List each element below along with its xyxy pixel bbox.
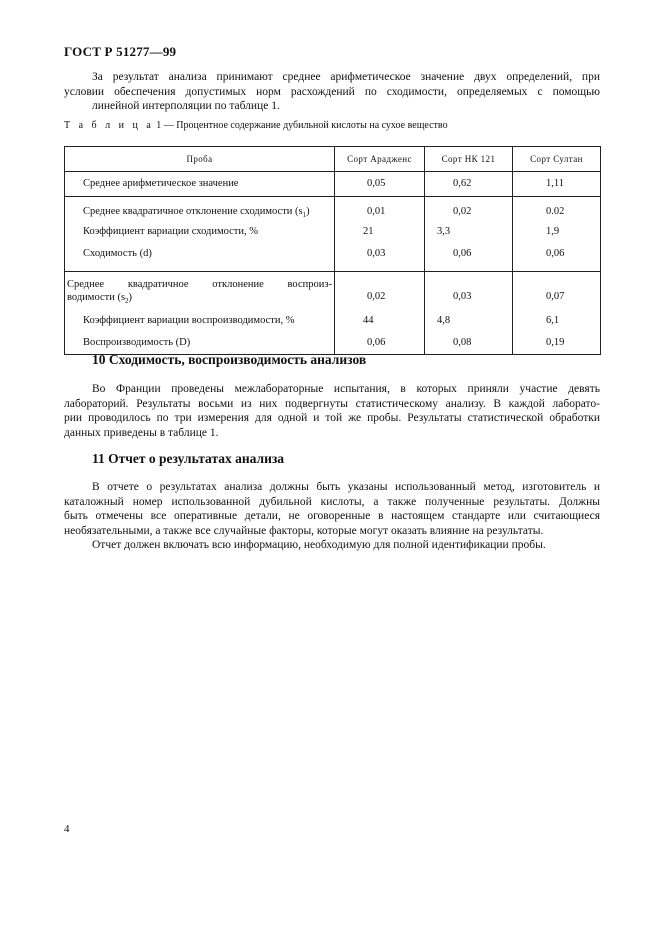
section-11-heading: 11 Отчет о результатах анализа xyxy=(92,451,285,466)
paragraph-line: необязательными, а также все случайные факторы, которые могут оказать влияние на результаты. xyxy=(64,524,544,537)
paragraph-line: быть отмечены все оперативные детали, не оговоренные в настоящем стандарте или считающиеся xyxy=(64,510,600,523)
cell-value: 0,01 xyxy=(335,197,425,221)
cell-value: 6,1 xyxy=(513,308,601,332)
paragraph-line: В отчете о результатах анализа должны быть указаны использованный метод, изготовитель и xyxy=(92,481,600,493)
intro-paragraph xyxy=(64,70,600,114)
cell-value: 0,08 xyxy=(425,332,513,354)
row-label-text: Сходимость (d) xyxy=(83,247,152,259)
row-label xyxy=(65,244,335,272)
paragraph-line: каталожный номер использованной дубильной кислоты, а также полученные результаты. Должны xyxy=(64,495,600,508)
cell-value: 4,8 xyxy=(425,308,513,332)
cell-value: 3,3 xyxy=(425,221,513,244)
cell-value: 0,05 xyxy=(335,172,425,197)
section-11-paragraph xyxy=(64,480,600,553)
row-label-suffix: ) xyxy=(306,206,310,217)
row-label: Среднее арифметическое значение xyxy=(65,172,335,197)
cell-value: 0,19 xyxy=(513,332,601,354)
cell-value: 0,03 xyxy=(335,244,425,272)
cell-value: 21 xyxy=(335,221,425,244)
paragraph-line: Отчет должен включать всю информацию, необходимую для полной идентификации пробы. xyxy=(92,539,546,552)
paragraph-line: рии проводилось по три измерения для одной и той же пробы. Результаты статистической обработки xyxy=(64,412,600,425)
cell-value: 0,06 xyxy=(425,244,513,272)
paragraph-line: За результат анализа принимают среднее арифметическое значение двух определений, при xyxy=(92,71,600,83)
cell-value: 0,03 xyxy=(425,272,513,309)
table-caption-text: 1 — Процентное содержание дубильной кислоты на сухое вещество xyxy=(156,120,448,131)
cell-value: 44 xyxy=(335,308,425,332)
table-row xyxy=(65,332,601,354)
table-caption-label: Т а б л и ц а xyxy=(64,120,154,131)
table-row xyxy=(65,308,601,332)
cell-value: 0.02 xyxy=(513,197,601,221)
cell-value: 0,06 xyxy=(513,244,601,272)
table-row xyxy=(65,197,601,221)
row-label: Коэффициент вариации воспроизводимости, % xyxy=(65,308,335,332)
subscript: 1 xyxy=(302,211,307,220)
row-label xyxy=(65,272,335,309)
row-label: Воспроизводимость (D) xyxy=(65,332,335,354)
column-header: Сорт Султан xyxy=(513,147,601,172)
document-code: ГОСТ Р 51277—99 xyxy=(64,44,177,59)
row-label xyxy=(65,197,335,221)
cell-value: 0,62 xyxy=(425,172,513,197)
cell-value: 1,11 xyxy=(513,172,601,197)
column-header: Сорт НК 121 xyxy=(425,147,513,172)
paragraph-line: Во Франции проведены межлабораторные испытания, в которых приняли участие девять xyxy=(92,383,600,395)
paragraph-line: данных приведены в таблице 1. xyxy=(64,426,219,439)
cell-value: 0,06 xyxy=(335,332,425,354)
row-label-suffix: ) xyxy=(128,292,133,303)
paragraph-line: линейной интерполяции по таблице 1. xyxy=(92,100,280,113)
cell-value: 0,02 xyxy=(335,272,425,309)
table-header-row xyxy=(65,147,601,172)
cell-value: 0,02 xyxy=(425,197,513,221)
table-row xyxy=(65,244,601,272)
section-10-paragraph xyxy=(64,382,600,440)
subscript: 2 xyxy=(125,297,129,306)
cell-value: 1,9 xyxy=(513,221,601,244)
table-row xyxy=(65,272,601,309)
row-label: Коэффициент вариации сходимости, % xyxy=(65,221,335,244)
section-10-heading: 10 Сходимость, воспроизводимость анализов xyxy=(92,352,367,367)
row-label-text: водимости (s xyxy=(67,292,126,303)
paragraph-line: лабораторий. Результаты восьми из них подвергнуты статистическому анализу. В каждой лаборато- xyxy=(64,397,600,410)
paragraph-line: условии обеспечения допустимых норм расхождений по сходимости, определяемых с помощью xyxy=(64,85,600,98)
data-table xyxy=(64,146,601,355)
row-label-text: Среднее квадратичное отклонение воспроиз- xyxy=(67,279,332,290)
row-label-text: Среднее квадратичное отклонение сходимости (s xyxy=(83,206,303,217)
table-caption xyxy=(64,120,448,131)
cell-value: 0,07 xyxy=(513,272,601,309)
page-number: 4 xyxy=(64,823,70,835)
table-row xyxy=(65,221,601,244)
column-header: Сорт Арадженс xyxy=(335,147,425,172)
column-header: Проба xyxy=(65,147,335,172)
table-row xyxy=(65,172,601,197)
